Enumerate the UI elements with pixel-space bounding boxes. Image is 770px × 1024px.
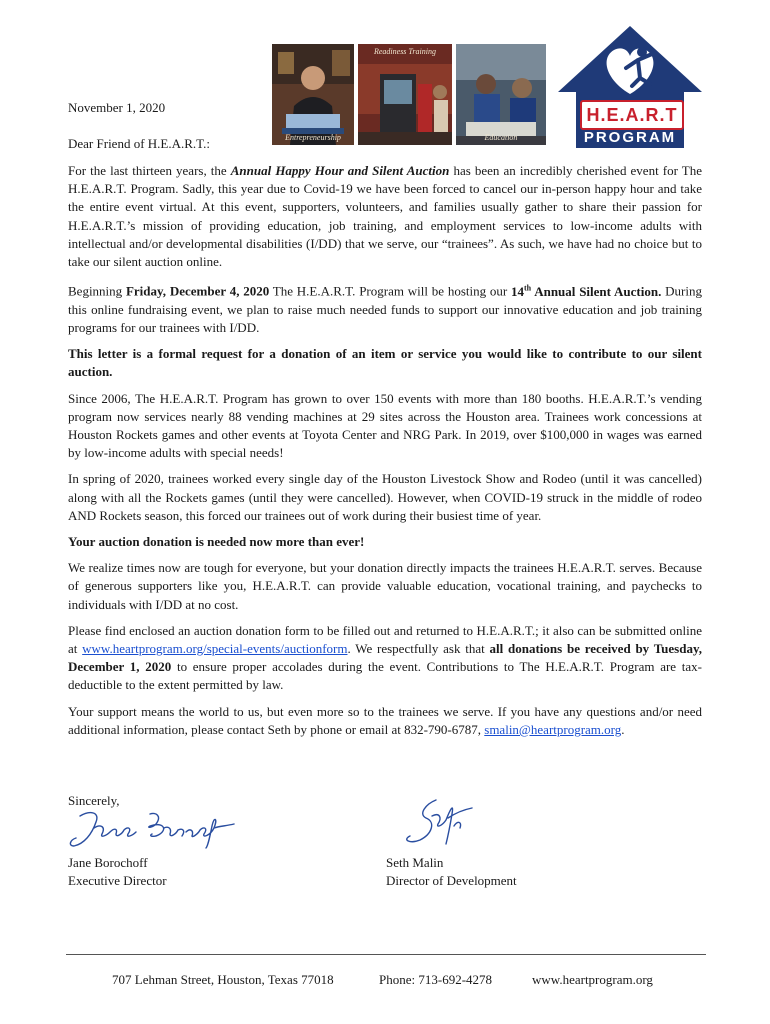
auction-date: Friday, December 4, 2020 xyxy=(125,283,270,299)
email-link[interactable]: smalin@heartprogram.org xyxy=(484,721,622,737)
photo-caption: Readiness Training xyxy=(373,47,436,56)
signer-title: Executive Director xyxy=(68,873,167,888)
signer-title: Director of Development xyxy=(386,873,517,888)
event-name: Annual Happy Hour and Silent Auction xyxy=(230,163,450,178)
paragraph-request: This letter is a formal request for a donation of an item or service you would like to contribute to our silent auction. xyxy=(68,346,702,380)
letter-body xyxy=(68,162,702,747)
logo-title: H.E.A.R.T xyxy=(580,100,684,130)
photo-education xyxy=(456,44,546,145)
paragraph-contact: Your support means the world to us, but even more so to the trainees we serve. If you have any questions and/or need additional information, please contact Seth by phone or email at 832-790-6787, smalin@heartprogram.org. xyxy=(68,703,702,737)
paragraph-form: Please find enclosed an auction donation form to be filled out and returned to H.E.A.R.T.; it also can be submitted online at www.heartprogram.org/special-events/auctionform. We respectfully ask that all donations be received by Tuesday, December 1, 2020 to ensure proper accolades during the event. Contributions to The H.E.A.R.T. Program are tax-deductible to the extent permitted by law. xyxy=(68,622,703,693)
photo-caption: Entrepreneurship xyxy=(285,133,341,142)
footer-divider xyxy=(66,954,706,955)
greeting: Dear Friend of H.E.A.R.T.: xyxy=(68,136,211,151)
paragraph-auction-date: Beginning Friday, December 4, 2020 The H.E.A.R.T. Program will be hosting our 14th Annual Silent Auction. During this online fundraising event, we plan to raise much needed funds to support our innovative education and job training programs for our trainees with I/DD. xyxy=(68,283,702,335)
paragraph-covid: In spring of 2020, trainees worked every single day of the Houston Livestock Show and Rodeo (until it was cancelled) along with all the Rockets games (until they were cancelled). However, when COVID-19 struck in the middle of rodeo AND Rockets season, this forced our trainees out of work during their busiest time of year. xyxy=(68,471,702,523)
signer-name: Jane Borochoff xyxy=(68,855,148,870)
photo-entrepreneurship xyxy=(272,44,354,145)
signer-seth xyxy=(386,854,517,890)
heart-program-logo xyxy=(556,24,704,150)
deadline: all donations be received by Tuesday, December 1, 2020 xyxy=(68,641,703,675)
paragraph-history: Since 2006, The H.E.A.R.T. Program has grown to over 150 events with more than 180 booths. H.E.A.R.T.’s vending program now services nearly 88 vending machines at 29 sites across the Houston area. Trainees work concessions at Houston Rockets games and other events at Toyota Center and NRG Park. In 2019, over $100,000 in wages was earned by low-income adults with special needs! xyxy=(68,390,702,461)
footer-address: 707 Lehman Street, Houston, Texas 77018 xyxy=(112,972,334,987)
auction-form-link[interactable]: www.heartprogram.org/special-events/auctionform xyxy=(82,641,348,656)
letter-date: November 1, 2020 xyxy=(68,100,166,115)
signer-jane xyxy=(68,854,167,890)
photo-caption: Education xyxy=(484,133,518,142)
footer-website[interactable]: www.heartprogram.org xyxy=(532,972,653,987)
footer-phone: Phone: 713-692-4278 xyxy=(379,972,493,987)
photo-collage xyxy=(272,44,546,145)
paragraph-callout: Your auction donation is needed now more than ever! xyxy=(68,533,365,549)
signature-jane xyxy=(66,806,242,852)
photo-readiness-training xyxy=(358,44,452,145)
closing-sincerely: Sincerely, xyxy=(68,793,120,808)
paragraph-intro: For the last thirteen years, the Annual Happy Hour and Silent Auction has been an incredibly cherished event for The H.E.A.R.T. Program. Sadly, this year due to Covid-19 we have been forced to cancel our in-person happy hour and take the entire event virtual. At this event, supporters, volunteers, and families usually gather to share their passion for H.E.A.R.T.’s mission of providing education, job training, and employment services to low-income adults with intellectual and/or developmental disabilities (I/DD) that we serve, our “trainees”. As such, we have had no choice but to take our silent auction online. xyxy=(68,163,702,270)
logo-subtitle: PROGRAM xyxy=(583,129,677,146)
paragraph-impact: We realize times now are tough for everyone, but your donation directly impacts the trainees H.E.A.R.T. serves. Because of generous supporters like you, H.E.A.R.T. can provide valuable education, vocational training, and paychecks to individuals with I/DD at no cost. xyxy=(68,560,702,612)
signer-name: Seth Malin xyxy=(386,855,444,870)
signature-seth xyxy=(392,792,482,852)
